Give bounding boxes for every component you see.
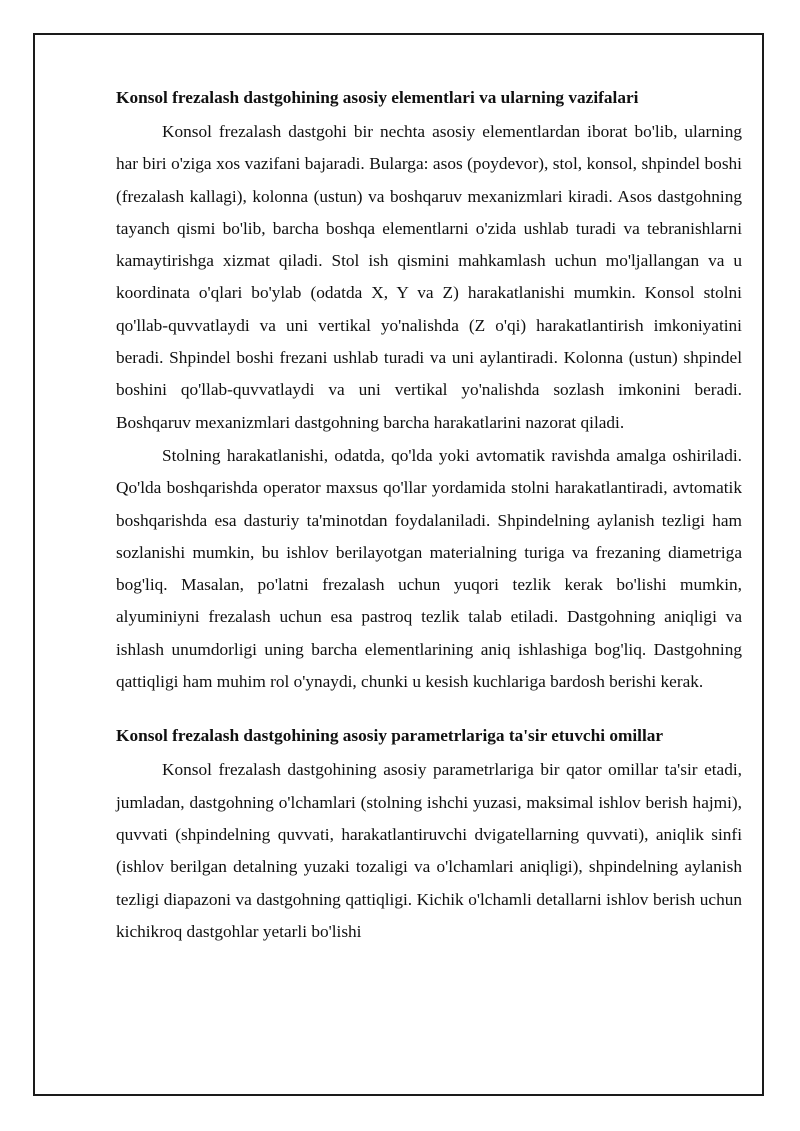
document-body [116,82,742,948]
paragraph-elements-description: Konsol frezalash dastgohi bir nechta asosiy elementlardan iborat bo'lib, ularning har biri o'ziga xos vazifani bajaradi. Bularga: asos (poydevor), stol, konsol, shpindel boshi (frezalash kallagi), kolonna (ustun) va boshqaruv mexanizmlari kiradi. Asos dastgohning tayanch qismi bo'lib, barcha boshqa elementlarni o'zida ushlab turadi va tebranishlarni kamaytirishga xizmat qiladi. Stol ish qismini mahkamlash uchun mo'ljallangan va u koordinata o'qlari bo'ylab (odatda X, Y va Z) harakatlanishi mumkin. Konsol stolni qo'llab-quvvatlaydi va uni vertikal yo'nalishda (Z o'qi) harakatlantirish imkoniyatini beradi. Shpindel boshi frezani ushlab turadi va uni aylantiradi. Kolonna (ustun) shpindel boshini qo'llab-quvvatlaydi va uni vertikal yo'nalishda sozlash imkonini beradi. Boshqaruv mexanizmlari dastgohning barcha harakatlarini nazorat qiladi. [116,122,742,432]
section-heading-main-elements: Konsol frezalash dastgohining asosiy elementlari va ularning vazifalari [116,88,639,107]
paragraph-parameter-factors: Konsol frezalash dastgohining asosiy parametrlariga bir qator omillar ta'sir etadi, jumladan, dastgohning o'lchamlari (stolning ishchi yuzasi, maksimal ishlov berish hajmi), quvvati (shpindelning quvvati, harakatlantiruvchi dvigatellarning quvvati), aniqlik sinfi (ishlov berilgan detalning yuzaki tozaligi va o'lchamlari aniqligi), shpindelning aylanish tezligi diapazoni va dastgohning qattiqligi. Kichik o'lchamli detallarni ishlov berish uchun kichikroq dastgohlar yetarli bo'lishi [116,760,742,941]
paragraph-table-movement: Stolning harakatlanishi, odatda, qo'lda yoki avtomatik ravishda amalga oshiriladi. Qo'lda boshqarishda operator maxsus qo'llar yordamida stolni harakatlantiradi, avtomatik boshqarishda esa dasturiy ta'minotdan foydalaniladi. Shpindelning aylanish tezligi ham sozlanishi mumkin, bu ishlov berilayotgan materialning turiga va frezaning diametriga bog'liq. Masalan, po'latni frezalash uchun yuqori tezlik kerak bo'lishi mumkin, alyuminiyni frezalash uchun esa pastroq tezlik talab etiladi. Dastgohning aniqligi va ishlash unumdorligi uning barcha elementlarining aniq ishlashiga bog'liq. Dastgohning qattiqligi ham muhim rol o'ynaydi, chunki u kesish kuchlariga bardosh berishi kerak. [116,445,742,692]
section-heading-parameter-factors: Konsol frezalash dastgohining asosiy parametrlariga ta'sir etuvchi omillar [116,726,664,746]
